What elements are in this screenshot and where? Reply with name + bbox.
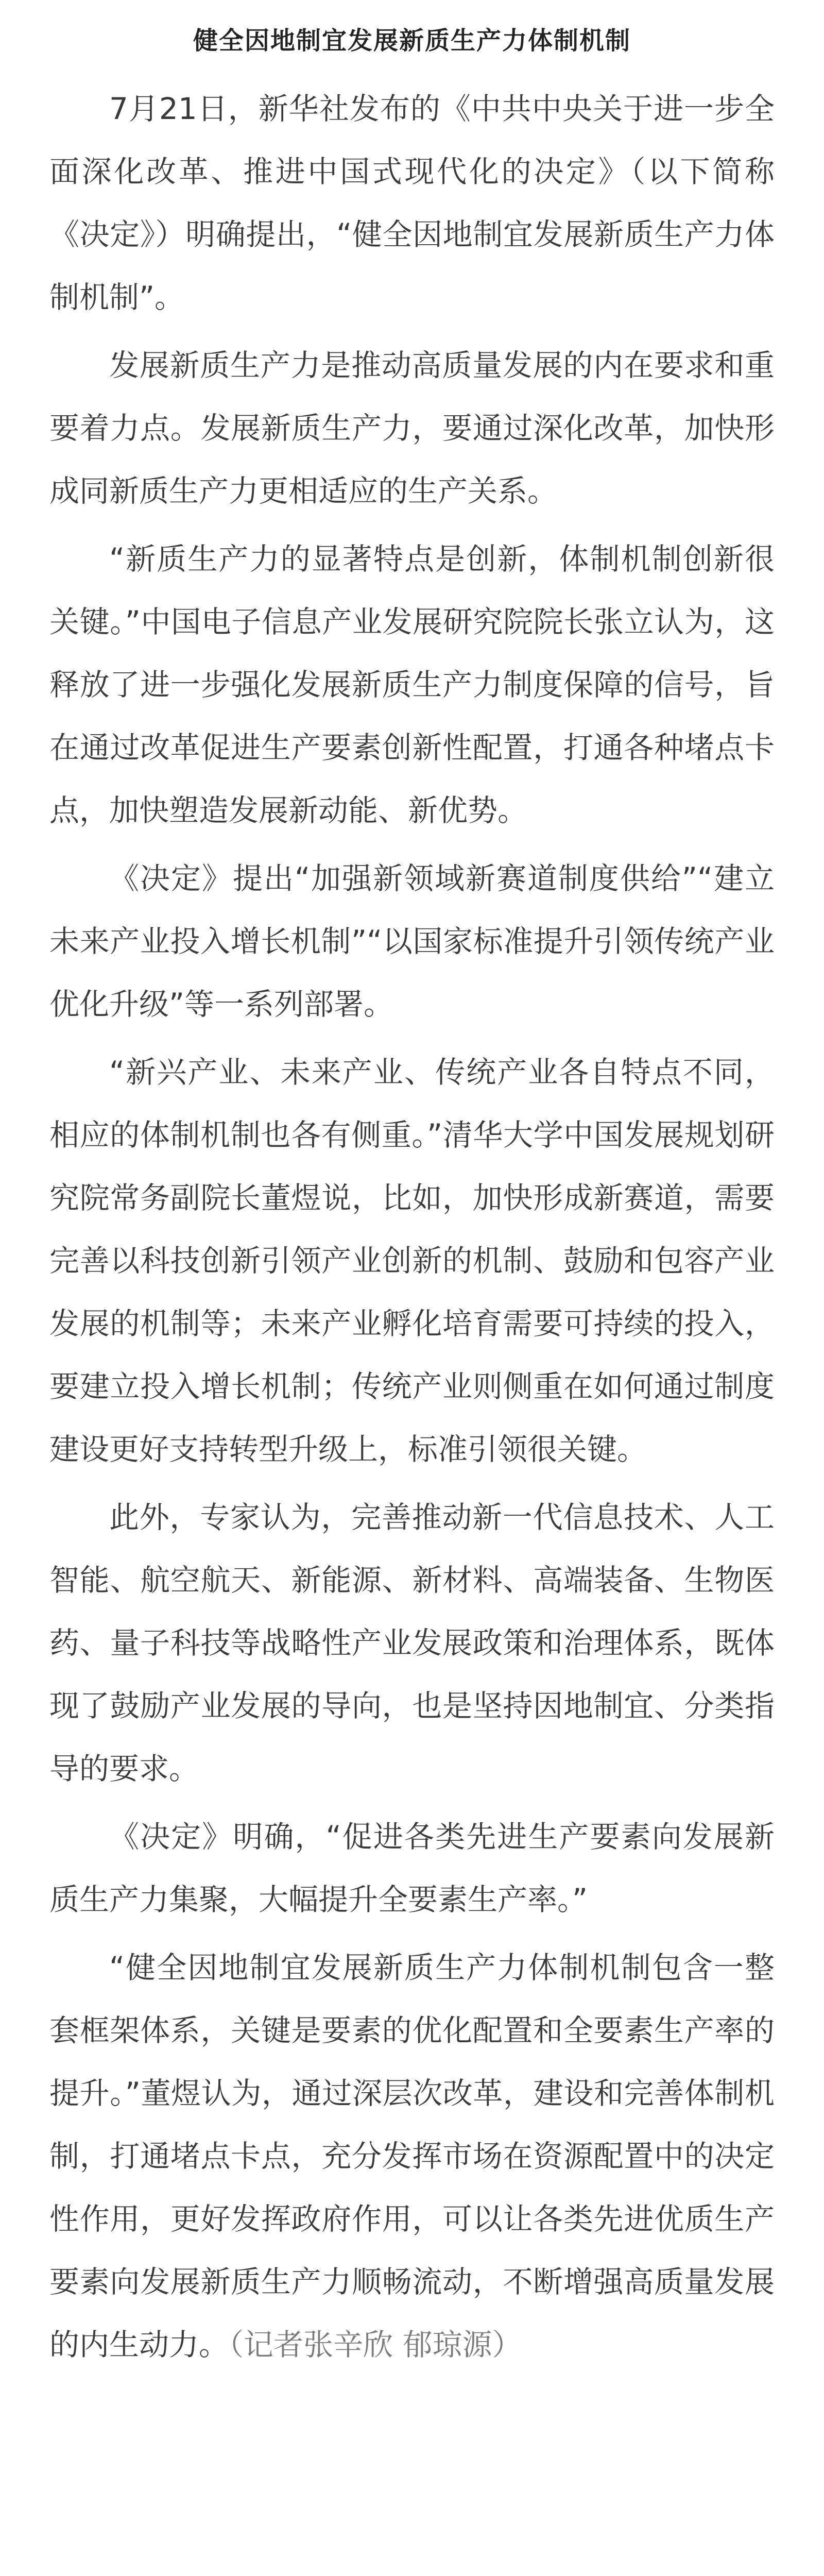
paragraph-7: 《决定》明确，“促进各类先进生产要素向发展新质生产力集聚，大幅提升全要素生产率。” bbox=[49, 1819, 775, 1917]
paragraph-3: “新质生产力的显著特点是创新，体制机制创新很关键。”中国电子信息产业发展研究院院长张立认为，这释放了进一步强化发展新质生产力制度保障的信号，旨在通过改革促进生产要素创新性配置，打通各种堵点卡点，加快塑造发展新动能、新优势。 bbox=[49, 541, 775, 828]
paragraph-4: 《决定》提出“加强新领域新赛道制度供给”“建立未来产业投入增长机制”“以国家标准提升引领传统产业优化升级”等一系列部署。 bbox=[49, 861, 775, 1022]
paragraph-5: “新兴产业、未来产业、传统产业各自特点不同，相应的体制机制也各有侧重。”清华大学中国发展规划研究院常务副院长董煜说，比如，加快形成新赛道，需要完善以科技创新引领产业创新的机制、鼓励和包容产业发展的机制等；未来产业孵化培育需要可持续的投入，要建立投入增长机制；传统产业则侧重在如何通过制度建设更好支持转型升级上，标准引领很关键。 bbox=[49, 1055, 775, 1467]
byline: （记者张辛欣 郁琼源） bbox=[229, 2327, 522, 2362]
paragraph-8 bbox=[49, 1936, 775, 2376]
paragraph-1: 7月21日，新华社发布的《中共中央关于进一步全面深化改革、推进中国式现代化的决定》（以下简称《决定》）明确提出，“健全因地制宜发展新质生产力体制机制”。 bbox=[49, 91, 775, 315]
paragraph-8-text: “健全因地制宜发展新质生产力体制机制包含一整套框架体系，关键是要素的优化配置和全要素生产率的提升。”董煜认为，通过深层次改革，建设和完善体制机制，打通堵点卡点，充分发挥市场在资源配置中的决定性作用，更好发挥政府作用，可以让各类先进优质生产要素向发展新质生产力顺畅流动，不断增强高质量发展的内生动力。 bbox=[49, 1950, 775, 2362]
article-body bbox=[49, 77, 775, 2381]
article-title: 健全因地制宜发展新质生产力体制机制 bbox=[193, 26, 631, 55]
paragraph-2: 发展新质生产力是推动高质量发展的内在要求和重要着力点。发展新质生产力，要通过深化改革，加快形成同新质生产力更相适应的生产关系。 bbox=[49, 348, 775, 509]
paragraph-6: 此外，专家认为，完善推动新一代信息技术、人工智能、航空航天、新能源、新材料、高端装备、生物医药、量子科技等战略性产业发展政策和治理体系，既体现了鼓励产业发展的导向，也是坚持因地制宜、分类指导的要求。 bbox=[49, 1500, 775, 1786]
